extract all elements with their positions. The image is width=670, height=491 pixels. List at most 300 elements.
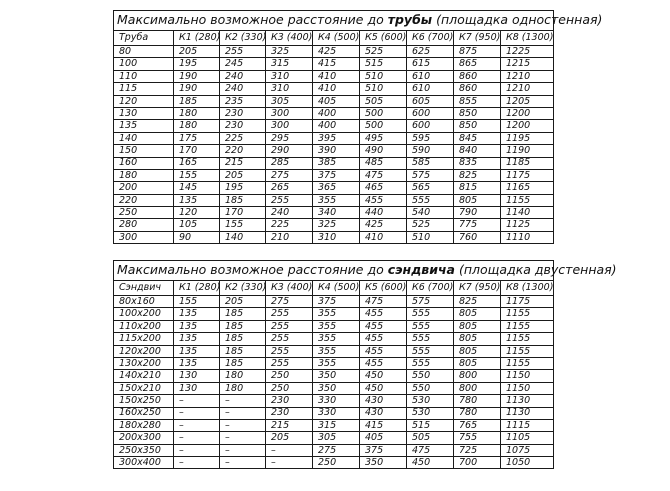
table-header-row (114, 31, 554, 46)
table-row (114, 132, 554, 144)
row-label-cell: 130x200 (114, 357, 174, 369)
row-label-cell: 130 (114, 107, 174, 119)
value-cell: 285 (266, 157, 313, 169)
value-cell: 475 (360, 169, 407, 181)
value-cell: 255 (266, 194, 313, 206)
value-cell: 135 (174, 320, 220, 332)
value-cell: 190 (174, 70, 220, 82)
value-cell: 515 (360, 58, 407, 70)
row-label-cell: 100 (114, 58, 174, 70)
value-cell: 305 (266, 95, 313, 107)
value-cell: 135 (174, 345, 220, 357)
value-cell: 135 (174, 357, 220, 369)
value-cell: 555 (407, 345, 454, 357)
value-cell: 1150 (501, 382, 554, 394)
value-cell: 835 (454, 157, 501, 169)
value-cell: 205 (220, 296, 266, 308)
value-cell: 1105 (501, 432, 554, 444)
value-cell: 295 (266, 132, 313, 144)
value-cell: 555 (407, 194, 454, 206)
value-cell: 410 (313, 70, 360, 82)
value-cell: 190 (174, 83, 220, 95)
value-cell: 805 (454, 308, 501, 320)
value-cell: 1185 (501, 157, 554, 169)
value-cell: 1205 (501, 95, 554, 107)
column-header: К2 (330) (220, 31, 266, 46)
value-cell: 275 (313, 444, 360, 456)
value-cell: 300 (266, 107, 313, 119)
value-cell: 405 (313, 95, 360, 107)
value-cell: 595 (407, 132, 454, 144)
value-cell: 250 (266, 382, 313, 394)
value-cell: 1115 (501, 419, 554, 431)
value-cell: 555 (407, 333, 454, 345)
value-cell: 310 (266, 83, 313, 95)
value-cell: – (174, 395, 220, 407)
value-cell: 175 (174, 132, 220, 144)
value-cell: 375 (313, 296, 360, 308)
column-header: К5 (600) (360, 31, 407, 46)
value-cell: 850 (454, 107, 501, 119)
table-row (114, 219, 554, 231)
value-cell: 215 (266, 419, 313, 431)
value-cell: 440 (360, 207, 407, 219)
value-cell: 275 (266, 169, 313, 181)
column-header: К3 (400) (266, 31, 313, 46)
row-label-cell: 135 (114, 120, 174, 132)
table-row (114, 169, 554, 181)
table-row (114, 296, 554, 308)
value-cell: 155 (174, 296, 220, 308)
column-header: Труба (114, 31, 174, 46)
value-cell: 450 (407, 457, 454, 469)
value-cell: 255 (266, 320, 313, 332)
value-cell: 600 (407, 107, 454, 119)
value-cell: – (174, 432, 220, 444)
value-cell: 170 (220, 207, 266, 219)
table-row (114, 107, 554, 119)
value-cell: 615 (407, 58, 454, 70)
value-cell: – (220, 432, 266, 444)
value-cell: 590 (407, 145, 454, 157)
value-cell: 1175 (501, 296, 554, 308)
title-suffix: (площадка двустенная) (454, 262, 617, 278)
value-cell: 625 (407, 46, 454, 58)
value-cell: 325 (313, 219, 360, 231)
value-cell: 860 (454, 83, 501, 95)
value-cell: – (220, 457, 266, 469)
value-cell: 185 (220, 333, 266, 345)
row-label-cell: 300x400 (114, 457, 174, 469)
value-cell: 600 (407, 120, 454, 132)
value-cell: 1155 (501, 357, 554, 369)
value-cell: 180 (174, 107, 220, 119)
table-row (114, 308, 554, 320)
value-cell: 310 (313, 231, 360, 243)
value-cell: – (266, 444, 313, 456)
value-cell: 235 (220, 95, 266, 107)
value-cell: 355 (313, 308, 360, 320)
value-cell: 255 (266, 357, 313, 369)
table-row (114, 207, 554, 219)
value-cell: 1110 (501, 231, 554, 243)
table-title (114, 261, 617, 281)
value-cell: 510 (407, 231, 454, 243)
value-cell: 805 (454, 194, 501, 206)
value-cell: 185 (220, 320, 266, 332)
row-label-cell: 180x280 (114, 419, 174, 431)
table-row (114, 320, 554, 332)
value-cell: 700 (454, 457, 501, 469)
value-cell: – (174, 444, 220, 456)
row-label-cell: 140 (114, 132, 174, 144)
table-row (114, 70, 554, 82)
value-cell: 350 (313, 370, 360, 382)
table-row (114, 407, 554, 419)
value-cell: 1165 (501, 182, 554, 194)
value-cell: 475 (407, 444, 454, 456)
column-header: К4 (500) (313, 281, 360, 296)
row-label-cell: 110x200 (114, 320, 174, 332)
value-cell: 565 (407, 182, 454, 194)
value-cell: 225 (220, 132, 266, 144)
value-cell: – (220, 407, 266, 419)
column-header: К6 (700) (407, 31, 454, 46)
value-cell: 355 (313, 194, 360, 206)
value-cell: 540 (407, 207, 454, 219)
value-cell: 385 (313, 157, 360, 169)
column-header: К2 (330) (220, 281, 266, 296)
value-cell: – (174, 407, 220, 419)
value-cell: 350 (360, 457, 407, 469)
value-cell: 1155 (501, 345, 554, 357)
value-cell: 255 (266, 308, 313, 320)
value-cell: 1215 (501, 58, 554, 70)
value-cell: 485 (360, 157, 407, 169)
value-cell: 130 (174, 370, 220, 382)
value-cell: 355 (313, 345, 360, 357)
value-cell: 155 (220, 219, 266, 231)
value-cell: 185 (220, 357, 266, 369)
value-cell: 530 (407, 395, 454, 407)
column-header: К1 (280) (174, 31, 220, 46)
column-header: К7 (950) (454, 31, 501, 46)
value-cell: 455 (360, 308, 407, 320)
value-cell: 850 (454, 120, 501, 132)
value-cell: 250 (313, 457, 360, 469)
row-label-cell: 140x210 (114, 370, 174, 382)
value-cell: 255 (220, 46, 266, 58)
row-label-cell: 220 (114, 194, 174, 206)
value-cell: 1125 (501, 219, 554, 231)
value-cell: 185 (220, 345, 266, 357)
value-cell: 355 (313, 333, 360, 345)
value-cell: 530 (407, 407, 454, 419)
value-cell: 215 (220, 157, 266, 169)
row-label-cell: 160x250 (114, 407, 174, 419)
value-cell: 375 (360, 444, 407, 456)
table-row (114, 95, 554, 107)
value-cell: 1175 (501, 169, 554, 181)
value-cell: 180 (220, 370, 266, 382)
value-cell: 845 (454, 132, 501, 144)
value-cell: 325 (266, 46, 313, 58)
value-cell: – (174, 419, 220, 431)
value-cell: 130 (174, 382, 220, 394)
value-cell: 1155 (501, 320, 554, 332)
row-label-cell: 120 (114, 95, 174, 107)
column-header: К5 (600) (360, 281, 407, 296)
table-row (114, 395, 554, 407)
title-emphasis: трубы (387, 12, 433, 28)
value-cell: 515 (407, 419, 454, 431)
value-cell: 1155 (501, 194, 554, 206)
value-cell: 510 (360, 83, 407, 95)
value-cell: 505 (407, 432, 454, 444)
value-cell: 455 (360, 194, 407, 206)
value-cell: 240 (266, 207, 313, 219)
value-cell: 505 (360, 95, 407, 107)
value-cell: 500 (360, 107, 407, 119)
value-cell: 240 (220, 70, 266, 82)
column-header: К4 (500) (313, 31, 360, 46)
value-cell: 400 (313, 107, 360, 119)
row-label-cell: 250 (114, 207, 174, 219)
table-row (114, 120, 554, 132)
value-cell: 775 (454, 219, 501, 231)
value-cell: 135 (174, 194, 220, 206)
table-row (114, 370, 554, 382)
value-cell: 430 (360, 395, 407, 407)
value-cell: 495 (360, 132, 407, 144)
row-label-cell: 120x200 (114, 345, 174, 357)
row-label-cell: 180 (114, 169, 174, 181)
value-cell: 550 (407, 370, 454, 382)
value-cell: 1200 (501, 120, 554, 132)
value-cell: 255 (266, 333, 313, 345)
value-cell: – (174, 457, 220, 469)
table-row (114, 194, 554, 206)
value-cell: 140 (220, 231, 266, 243)
value-cell: 450 (360, 382, 407, 394)
value-cell: 550 (407, 382, 454, 394)
table-row (114, 157, 554, 169)
table-row (114, 444, 554, 456)
value-cell: 1210 (501, 70, 554, 82)
value-cell: 1130 (501, 395, 554, 407)
value-cell: 205 (174, 46, 220, 58)
value-cell: 355 (313, 320, 360, 332)
value-cell: 790 (454, 207, 501, 219)
value-cell: 250 (266, 370, 313, 382)
value-cell: 825 (454, 296, 501, 308)
value-cell: 290 (266, 145, 313, 157)
value-cell: 780 (454, 395, 501, 407)
value-cell: 805 (454, 345, 501, 357)
value-cell: 220 (220, 145, 266, 157)
value-cell: 855 (454, 95, 501, 107)
table-row (114, 457, 554, 469)
value-cell: 245 (220, 58, 266, 70)
table-row (114, 83, 554, 95)
value-cell: 875 (454, 46, 501, 58)
title-emphasis: сэндвича (387, 262, 455, 278)
row-label-cell: 300 (114, 231, 174, 243)
row-label-cell: 150x210 (114, 382, 174, 394)
value-cell: 1210 (501, 83, 554, 95)
value-cell: 475 (360, 296, 407, 308)
value-cell: 330 (313, 395, 360, 407)
value-cell: 525 (360, 46, 407, 58)
row-label-cell: 160 (114, 157, 174, 169)
value-cell: 455 (360, 320, 407, 332)
row-label-cell: 250x350 (114, 444, 174, 456)
value-cell: – (266, 457, 313, 469)
value-cell: 1155 (501, 308, 554, 320)
value-cell: 1050 (501, 457, 554, 469)
value-cell: 610 (407, 83, 454, 95)
value-cell: 230 (266, 407, 313, 419)
value-cell: 805 (454, 357, 501, 369)
table-row (114, 382, 554, 394)
value-cell: 610 (407, 70, 454, 82)
value-cell: 155 (174, 169, 220, 181)
value-cell: 205 (220, 169, 266, 181)
value-cell: 805 (454, 320, 501, 332)
table-row (114, 58, 554, 70)
value-cell: 410 (360, 231, 407, 243)
column-header: Сэндвич (114, 281, 174, 296)
title-suffix: (площадка одностенная) (432, 12, 603, 28)
value-cell: 865 (454, 58, 501, 70)
value-cell: 1200 (501, 107, 554, 119)
value-cell: 825 (454, 169, 501, 181)
value-cell: 255 (266, 345, 313, 357)
value-cell: 430 (360, 407, 407, 419)
value-cell: 135 (174, 308, 220, 320)
value-cell: 585 (407, 157, 454, 169)
value-cell: 465 (360, 182, 407, 194)
value-cell: 210 (266, 231, 313, 243)
value-cell: 165 (174, 157, 220, 169)
distance-table-sandwich (113, 260, 617, 469)
value-cell: 310 (266, 70, 313, 82)
value-cell: 415 (313, 58, 360, 70)
table-row (114, 46, 554, 58)
value-cell: 330 (313, 407, 360, 419)
value-cell: 135 (174, 333, 220, 345)
value-cell: 555 (407, 320, 454, 332)
column-header: К3 (400) (266, 281, 313, 296)
row-label-cell: 150 (114, 145, 174, 157)
value-cell: 760 (454, 231, 501, 243)
table-row (114, 231, 554, 243)
value-cell: 315 (266, 58, 313, 70)
value-cell: 555 (407, 308, 454, 320)
table-row (114, 145, 554, 157)
table-title-row (114, 261, 554, 281)
value-cell: 230 (220, 120, 266, 132)
value-cell: 340 (313, 207, 360, 219)
row-label-cell: 115 (114, 83, 174, 95)
value-cell: 860 (454, 70, 501, 82)
column-header: К8 (1300) (501, 281, 554, 296)
value-cell: 1195 (501, 132, 554, 144)
value-cell: 805 (454, 333, 501, 345)
table-row (114, 333, 554, 345)
table-title-row (114, 11, 554, 31)
value-cell: 105 (174, 219, 220, 231)
row-label-cell: 200x300 (114, 432, 174, 444)
title-prefix: Максимально возможное расстояние до (117, 12, 388, 28)
value-cell: 225 (266, 219, 313, 231)
column-header: К1 (280) (174, 281, 220, 296)
value-cell: 840 (454, 145, 501, 157)
value-cell: 185 (174, 95, 220, 107)
value-cell: 1075 (501, 444, 554, 456)
value-cell: 185 (220, 194, 266, 206)
value-cell: 390 (313, 145, 360, 157)
value-cell: 1225 (501, 46, 554, 58)
value-cell: 265 (266, 182, 313, 194)
value-cell: 1140 (501, 207, 554, 219)
value-cell: 525 (407, 219, 454, 231)
value-cell: 350 (313, 382, 360, 394)
column-header: К8 (1300) (501, 31, 554, 46)
column-header: К6 (700) (407, 281, 454, 296)
value-cell: 510 (360, 70, 407, 82)
value-cell: 1190 (501, 145, 554, 157)
value-cell: 1150 (501, 370, 554, 382)
value-cell: 355 (313, 357, 360, 369)
value-cell: 755 (454, 432, 501, 444)
value-cell: 185 (220, 308, 266, 320)
value-cell: 300 (266, 120, 313, 132)
value-cell: 575 (407, 296, 454, 308)
value-cell: 455 (360, 345, 407, 357)
value-cell: 425 (313, 46, 360, 58)
value-cell: 395 (313, 132, 360, 144)
table-row (114, 432, 554, 444)
value-cell: – (220, 419, 266, 431)
table-title (114, 11, 603, 31)
value-cell: 1155 (501, 333, 554, 345)
value-cell: 230 (266, 395, 313, 407)
value-cell: 500 (360, 120, 407, 132)
value-cell: 315 (313, 419, 360, 431)
value-cell: 555 (407, 357, 454, 369)
value-cell: – (220, 395, 266, 407)
table-row (114, 182, 554, 194)
value-cell: 180 (220, 382, 266, 394)
value-cell: 425 (360, 219, 407, 231)
value-cell: 455 (360, 357, 407, 369)
row-label-cell: 200 (114, 182, 174, 194)
table-row (114, 357, 554, 369)
value-cell: 230 (220, 107, 266, 119)
distance-table-pipe (113, 10, 603, 244)
value-cell: 195 (220, 182, 266, 194)
value-cell: 815 (454, 182, 501, 194)
value-cell: 800 (454, 382, 501, 394)
row-label-cell: 100x200 (114, 308, 174, 320)
value-cell: 490 (360, 145, 407, 157)
value-cell: 415 (360, 419, 407, 431)
table-row (114, 419, 554, 431)
value-cell: 240 (220, 83, 266, 95)
table-row (114, 345, 554, 357)
value-cell: 800 (454, 370, 501, 382)
